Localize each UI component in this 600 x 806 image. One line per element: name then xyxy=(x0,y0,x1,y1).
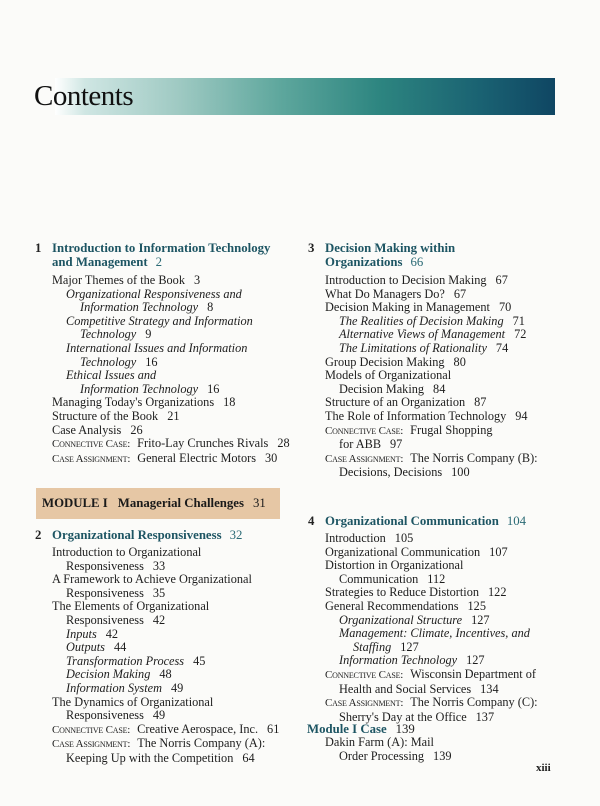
entry-page: 64 xyxy=(242,750,255,765)
module-label: MODULE I xyxy=(42,496,108,510)
entry-title: Introduction xyxy=(325,531,386,545)
entry-title: Case Analysis xyxy=(52,422,122,437)
entry-title: The Realities of Decision Making xyxy=(339,313,504,328)
toc-entry[interactable] xyxy=(325,424,538,439)
toc-entry[interactable] xyxy=(325,546,538,560)
toc-entry[interactable] xyxy=(52,723,279,738)
entry-page: 112 xyxy=(427,571,446,586)
entry-title: Information Technology xyxy=(80,381,199,396)
toc-entry[interactable] xyxy=(325,315,538,329)
entry-page: 16 xyxy=(207,381,220,396)
toc-entry[interactable] xyxy=(325,654,538,668)
entry-title: Responsiveness xyxy=(66,585,144,600)
toc-entry[interactable] xyxy=(52,424,290,438)
toc-entry[interactable] xyxy=(52,301,290,315)
toc-entry[interactable] xyxy=(325,356,538,370)
entry-page: 127 xyxy=(400,639,419,654)
toc-entry[interactable] xyxy=(325,586,538,600)
entry-title: Models of Organizational xyxy=(325,368,452,383)
entry-page: 35 xyxy=(152,585,166,600)
toc-entry[interactable] xyxy=(325,301,538,315)
toc-entry[interactable] xyxy=(325,750,452,764)
entry-page: 100 xyxy=(451,465,470,480)
entry-title: Organizational Communication xyxy=(325,544,481,559)
entry-page: 94 xyxy=(515,408,528,423)
entry-page: 44 xyxy=(113,640,127,655)
entry-title: Decision Making in Management xyxy=(325,300,490,315)
case-label: Connective Case: xyxy=(325,424,404,437)
chapter-4-entries xyxy=(325,532,538,724)
chapter-page: 104 xyxy=(506,514,527,528)
entry-title: Information Technology xyxy=(339,653,458,668)
entry-title: Decision Making xyxy=(339,381,425,396)
toc-entry[interactable] xyxy=(52,752,279,766)
module-title: Managerial Challenges xyxy=(117,496,244,510)
entry-title: The Dynamics of Organizational xyxy=(52,694,214,709)
entry-page: 28 xyxy=(277,436,290,451)
toc-entry[interactable] xyxy=(325,641,538,655)
entry-title: The Norris Company (C): xyxy=(410,695,538,710)
entry-page: 105 xyxy=(394,531,414,545)
toc-entry[interactable] xyxy=(325,736,452,750)
chapter-title-row xyxy=(52,528,242,542)
chapter-number: 2 xyxy=(35,528,42,542)
entry-page: 127 xyxy=(466,653,485,668)
toc-entry[interactable] xyxy=(325,668,538,683)
toc-entry[interactable] xyxy=(52,709,279,723)
toc-entry[interactable] xyxy=(325,342,538,356)
entry-title: General Electric Motors xyxy=(137,450,257,465)
entry-page: 8 xyxy=(207,300,214,315)
entry-title: Technology xyxy=(80,327,137,342)
module-case-title: Module I Case xyxy=(307,722,387,736)
toc-entry[interactable] xyxy=(52,315,290,329)
entry-page: 74 xyxy=(495,340,509,355)
toc-entry[interactable] xyxy=(325,573,538,587)
chapter-1-entries xyxy=(52,274,290,466)
entry-title: International Issues and Information xyxy=(66,340,248,355)
case-label: Connective Case: xyxy=(52,438,131,451)
page-number: xiii xyxy=(536,762,551,774)
entry-page: 18 xyxy=(223,395,236,410)
toc-entry[interactable] xyxy=(52,452,290,467)
chapter-4-heading[interactable] xyxy=(308,514,527,528)
entry-title: The Role of Information Technology xyxy=(325,408,507,423)
entry-page: 122 xyxy=(488,585,507,600)
chapter-number: 4 xyxy=(308,514,315,528)
entry-title: Communication xyxy=(339,571,419,586)
entry-page: 72 xyxy=(514,327,527,342)
toc-entry[interactable] xyxy=(52,437,290,452)
entry-title: Major Themes of the Book xyxy=(52,273,185,287)
entry-title: Frito-Lay Crunches Rivals xyxy=(137,436,269,451)
entry-page: 125 xyxy=(467,598,486,613)
entry-title: Competitive Strategy and Information xyxy=(66,313,253,328)
entry-title: Distortion in Organizational xyxy=(325,558,464,573)
toc-entry[interactable] xyxy=(52,682,279,696)
chapter-title-row xyxy=(325,514,526,528)
toc-entry[interactable] xyxy=(325,438,538,452)
toc-entry[interactable] xyxy=(52,655,279,669)
toc-entry[interactable] xyxy=(52,668,279,682)
toc-entry[interactable] xyxy=(325,696,538,711)
entry-title: Management: Climate, Incentives, and xyxy=(339,626,530,641)
entry-page: 45 xyxy=(193,653,206,668)
chapter-page: 2 xyxy=(155,255,163,269)
entry-title: Responsiveness xyxy=(66,708,144,723)
entry-title: A Framework to Achieve Organizational xyxy=(52,572,252,587)
entry-title: Order Processing xyxy=(339,748,425,763)
toc-entry[interactable] xyxy=(52,342,290,356)
page-title: Contents xyxy=(34,80,134,112)
chapter-title-line: Organizations xyxy=(325,255,403,269)
module-banner[interactable] xyxy=(36,488,280,519)
entry-page: 87 xyxy=(474,395,487,410)
entry-page: 61 xyxy=(267,721,280,736)
toc-entry[interactable] xyxy=(52,369,290,383)
entry-title: Sherry's Day at the Office xyxy=(339,709,467,724)
toc-entry[interactable] xyxy=(325,683,538,697)
entry-page: 42 xyxy=(105,626,119,641)
entry-page: 21 xyxy=(167,408,180,423)
toc-entry[interactable] xyxy=(52,628,279,642)
entry-page: 26 xyxy=(130,422,143,437)
chapter-title-line: and Management xyxy=(52,255,148,269)
entry-title: Responsiveness xyxy=(66,558,144,573)
entry-title: The Limitations of Rationality xyxy=(339,340,487,355)
entry-title: Staffing xyxy=(353,639,392,654)
chapter-2-entries xyxy=(52,546,279,766)
entry-title: Outputs xyxy=(66,640,105,655)
toc-entry[interactable] xyxy=(325,466,538,480)
toc-entry[interactable] xyxy=(52,356,290,370)
toc-entry[interactable] xyxy=(325,614,538,628)
case-label: Case Assignment: xyxy=(52,738,131,751)
entry-page: 16 xyxy=(145,354,158,369)
entry-page: 127 xyxy=(471,612,490,627)
entry-title: Inputs xyxy=(66,626,97,641)
entry-title: Organizational Structure xyxy=(339,612,463,627)
toc-entry[interactable] xyxy=(52,737,279,752)
toc-entry[interactable] xyxy=(52,614,279,628)
entry-page: 9 xyxy=(145,327,152,342)
chapter-page: 66 xyxy=(410,255,424,269)
toc-entry[interactable] xyxy=(325,369,538,383)
entry-page: 107 xyxy=(489,544,508,559)
case-label: Case Assignment: xyxy=(325,452,404,465)
toc-entry[interactable] xyxy=(325,328,538,342)
chapter-2-heading[interactable] xyxy=(35,528,243,542)
entry-page: 33 xyxy=(152,558,166,573)
toc-entry[interactable] xyxy=(325,274,538,288)
entry-title: Group Decision Making xyxy=(325,354,445,369)
entry-page: 134 xyxy=(480,681,499,696)
entry-title: Ethical Issues and xyxy=(66,368,157,383)
entry-page: 49 xyxy=(152,708,166,723)
entry-page: 84 xyxy=(433,381,446,396)
entry-title: Transformation Process xyxy=(66,653,185,668)
toc-entry[interactable] xyxy=(325,600,538,614)
case-label: Case Assignment: xyxy=(325,697,404,710)
toc-entry[interactable] xyxy=(52,328,290,342)
entry-page: 80 xyxy=(453,354,466,369)
toc-entry[interactable] xyxy=(52,587,279,601)
entry-page: 67 xyxy=(495,273,508,287)
case-label: Connective Case: xyxy=(52,723,131,736)
chapter-3-entries xyxy=(325,274,538,480)
entry-page: 67 xyxy=(453,286,467,301)
toc-entry[interactable] xyxy=(325,396,538,410)
toc-entry[interactable] xyxy=(52,573,279,587)
toc-entry[interactable] xyxy=(52,560,279,574)
entry-page: 139 xyxy=(433,748,452,763)
toc-entry[interactable] xyxy=(52,696,279,710)
entry-page: 137 xyxy=(475,709,495,724)
toc-entry[interactable] xyxy=(52,274,290,288)
entry-title: Creative Aerospace, Inc. xyxy=(137,721,259,736)
entry-page: 42 xyxy=(152,612,166,627)
entry-title: Alternative Views of Management xyxy=(339,327,506,342)
entry-title: Technology xyxy=(80,354,137,369)
toc-entry[interactable] xyxy=(52,600,279,614)
entry-title: General Recommendations xyxy=(325,598,459,613)
case-label: Connective Case: xyxy=(325,668,404,681)
entry-title: Introduction to Decision Making xyxy=(325,273,487,287)
case-label: Case Assignment: xyxy=(52,452,131,465)
entry-title: Decision Making xyxy=(66,667,151,682)
toc-entry[interactable] xyxy=(325,452,538,467)
chapter-title-line: Introduction to Information Technology xyxy=(52,241,271,255)
toc-entry[interactable] xyxy=(325,532,538,546)
toc-entry[interactable] xyxy=(325,383,538,397)
entry-title: Frugal Shopping xyxy=(410,422,493,437)
entry-page: 49 xyxy=(170,680,184,695)
toc-entry[interactable] xyxy=(325,410,538,424)
entry-title: Keeping Up with the Competition xyxy=(66,750,234,765)
chapter-3-heading[interactable] xyxy=(308,241,456,269)
entry-title: Introduction to Organizational xyxy=(52,545,202,559)
entry-title: Managing Today's Organizations xyxy=(52,395,215,410)
toc-entry[interactable] xyxy=(52,641,279,655)
entry-title: The Norris Company (B): xyxy=(410,450,538,465)
entry-page: 97 xyxy=(390,437,403,452)
entry-page: 48 xyxy=(159,667,172,682)
chapter-title-line: Organizational Communication xyxy=(325,514,499,528)
entry-title: for ABB xyxy=(339,437,382,452)
toc-entry[interactable] xyxy=(52,396,290,410)
chapter-1-heading[interactable] xyxy=(35,241,271,269)
entry-title: The Norris Company (A): xyxy=(137,736,266,751)
entry-title: The Elements of Organizational xyxy=(52,599,210,614)
entry-title: Decisions, Decisions xyxy=(339,465,443,480)
toc-entry[interactable] xyxy=(325,627,538,641)
module-case-entries xyxy=(325,736,452,763)
entry-title: Structure of an Organization xyxy=(325,395,466,410)
module-page: 31 xyxy=(252,496,266,510)
entry-title: What Do Managers Do? xyxy=(325,286,445,301)
chapter-title-row xyxy=(325,255,455,269)
chapter-number: 1 xyxy=(35,241,42,255)
entry-title: Information Technology xyxy=(80,300,199,315)
entry-page: 3 xyxy=(193,273,201,287)
entry-title: Strategies to Reduce Distortion xyxy=(325,585,480,600)
chapter-number: 3 xyxy=(308,241,315,255)
chapter-title-line: Organizational Responsiveness xyxy=(52,528,222,542)
toc-entry[interactable] xyxy=(52,288,290,302)
toc-entry[interactable] xyxy=(52,410,290,424)
toc-entry[interactable] xyxy=(52,383,290,397)
entry-title: Structure of the Book xyxy=(52,408,159,423)
chapter-title-row xyxy=(52,255,270,269)
entry-page: 71 xyxy=(512,313,525,328)
toc-entry[interactable] xyxy=(52,546,279,560)
entry-title: Dakin Farm (A): Mail xyxy=(325,735,434,749)
toc-entry[interactable] xyxy=(325,288,538,302)
entry-page: 30 xyxy=(265,450,278,465)
chapter-page: 32 xyxy=(229,528,243,542)
toc-entry[interactable] xyxy=(325,559,538,573)
entry-page: 70 xyxy=(498,300,512,315)
entry-title: Organizational Responsiveness and xyxy=(66,286,242,301)
entry-title: Responsiveness xyxy=(66,612,144,627)
entry-title: Wisconsin Department of xyxy=(410,666,537,681)
chapter-title-line: Decision Making within xyxy=(325,241,456,255)
module-case-page: 139 xyxy=(395,722,415,736)
entry-title: Health and Social Services xyxy=(339,681,472,696)
entry-title: Information System xyxy=(66,680,162,695)
